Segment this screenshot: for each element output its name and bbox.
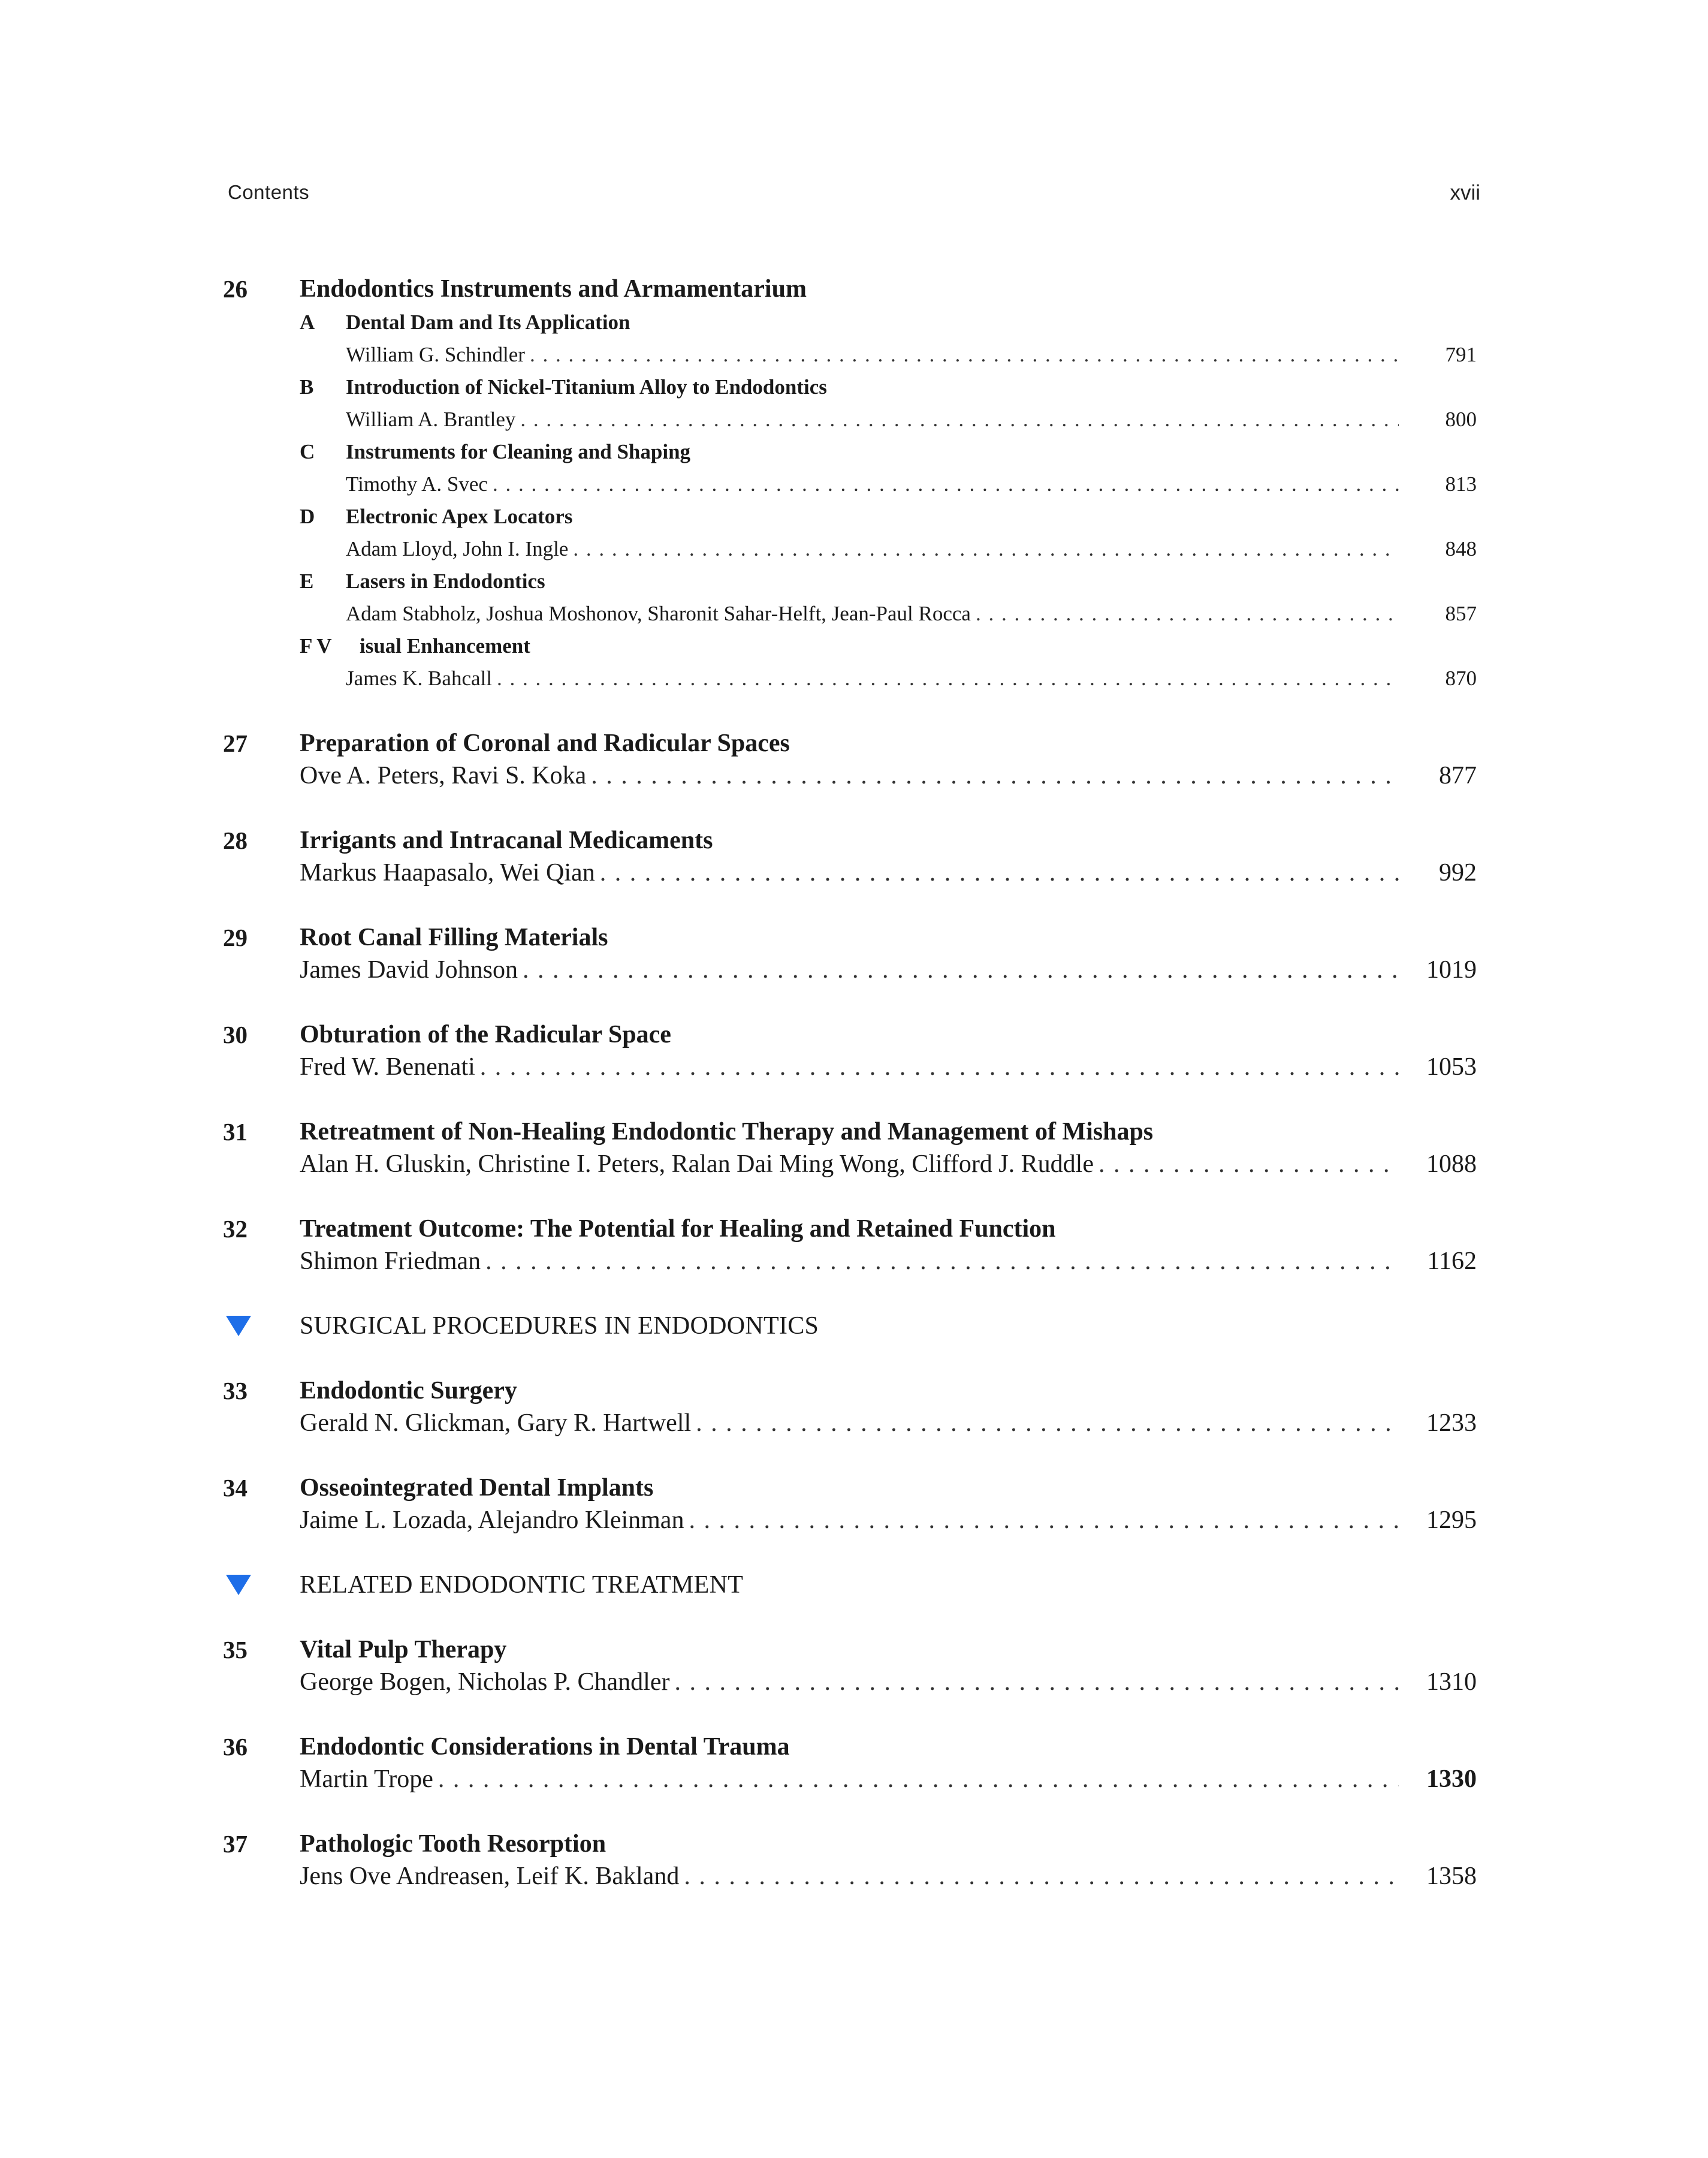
- dot-leader: [480, 1051, 1399, 1083]
- chapter-author-line: [300, 1407, 1477, 1439]
- dot-leader: [520, 403, 1399, 436]
- subsection-authors: Adam Stabholz, Joshua Moshonov, Sharonit Sahar-Helft, Jean-Paul Rocca: [346, 602, 971, 625]
- subsection-letter: F V: [300, 634, 332, 658]
- toc-subsection-b: [300, 371, 1477, 436]
- spacer: [223, 1601, 1477, 1633]
- part-title[interactable]: RELATED ENDODONTIC TREATMENT: [300, 1571, 744, 1599]
- subsection-title[interactable]: Electronic Apex Locators: [346, 505, 573, 528]
- dot-leader: [684, 1860, 1399, 1892]
- chapter-author-line: [300, 1763, 1477, 1795]
- subsection-list: [300, 306, 1477, 695]
- toc-subsection-a: [300, 306, 1477, 371]
- toc-subsection-f: [300, 630, 1477, 695]
- toc-chapter-28: [223, 824, 1477, 889]
- chapter-page[interactable]: 1295: [1426, 1506, 1477, 1534]
- chapter-title[interactable]: Vital Pulp Therapy: [300, 1636, 507, 1663]
- chapter-number: 34: [223, 1474, 248, 1502]
- subsection-author-line: [346, 598, 1477, 630]
- chapter-number: 30: [223, 1021, 248, 1048]
- chapter-author-line: [300, 1504, 1477, 1536]
- chapter-author-line: [300, 759, 1477, 792]
- chapter-author-line: [300, 1860, 1477, 1892]
- chapter-authors: Alan H. Gluskin, Christine I. Peters, Ralan Dai Ming Wong, Clifford J. Ruddle: [300, 1150, 1094, 1178]
- spacer: [223, 1698, 1477, 1731]
- toc-part-related-treatment: [223, 1569, 1477, 1601]
- subsection-page[interactable]: 857: [1445, 602, 1477, 625]
- spacer: [223, 1439, 1477, 1472]
- chapter-number: 27: [223, 730, 248, 757]
- chapter-author-line: [300, 954, 1477, 986]
- chapter-authors: Gerald N. Glickman, Gary R. Hartwell: [300, 1409, 692, 1437]
- dot-leader: [674, 1666, 1399, 1698]
- chapter-page[interactable]: 1233: [1426, 1409, 1477, 1437]
- chapter-author-line: [300, 1051, 1477, 1083]
- dot-leader: [696, 1407, 1399, 1439]
- part-title[interactable]: SURGICAL PROCEDURES IN ENDODONTICS: [300, 1312, 819, 1340]
- subsection-title[interactable]: Dental Dam and Its Application: [346, 311, 630, 334]
- spacer: [223, 889, 1477, 921]
- subsection-author-line: [346, 468, 1477, 501]
- subsection-letter: A: [300, 311, 315, 334]
- dot-leader: [689, 1504, 1399, 1536]
- toc-chapter-31: [223, 1116, 1477, 1180]
- dot-leader: [976, 598, 1399, 630]
- dot-leader: [485, 1245, 1399, 1277]
- chapter-title[interactable]: Obturation of the Radicular Space: [300, 1021, 671, 1048]
- chapter-title[interactable]: Endodontic Surgery: [300, 1377, 517, 1404]
- chapter-number: 28: [223, 827, 248, 854]
- chapter-author-line: [300, 857, 1477, 889]
- subsection-title[interactable]: Introduction of Nickel-Titanium Alloy to Endodontics: [346, 375, 827, 399]
- toc-chapter-33: [223, 1375, 1477, 1439]
- running-head-title: Contents: [228, 181, 310, 203]
- toc-subsection-e: [300, 565, 1477, 630]
- subsection-author-line: [346, 403, 1477, 436]
- chapter-title[interactable]: Irrigants and Intracanal Medicaments: [300, 827, 713, 854]
- chapter-authors: Ove A. Peters, Ravi S. Koka: [300, 762, 587, 789]
- chapter-author-line: [300, 1245, 1477, 1277]
- subsection-authors: James K. Bahcall: [346, 667, 492, 690]
- subsection-letter: D: [300, 505, 315, 528]
- dot-leader: [497, 662, 1399, 695]
- subsection-title[interactable]: Lasers in Endodontics: [346, 569, 545, 593]
- chapter-authors: Jens Ove Andreasen, Leif K. Bakland: [300, 1862, 680, 1890]
- chapter-page[interactable]: 877: [1439, 762, 1477, 789]
- dot-leader: [523, 954, 1399, 986]
- subsection-title[interactable]: isual Enhancement: [360, 634, 530, 658]
- chapter-title[interactable]: Root Canal Filling Materials: [300, 924, 608, 951]
- chapter-author-line: [300, 1148, 1477, 1180]
- toc-subsection-c: [300, 436, 1477, 501]
- toc-chapter-30: [223, 1018, 1477, 1083]
- subsection-page[interactable]: 870: [1445, 667, 1477, 690]
- subsection-authors: Timothy A. Svec: [346, 472, 488, 496]
- chapter-authors: Jaime L. Lozada, Alejandro Kleinman: [300, 1506, 684, 1534]
- chapter-title[interactable]: Endodontics Instruments and Armamentarium: [300, 275, 807, 303]
- subsection-letter: C: [300, 440, 315, 463]
- chapter-number: 31: [223, 1118, 248, 1146]
- spacer: [223, 1277, 1477, 1310]
- dot-leader: [591, 759, 1399, 792]
- chapter-number: 33: [223, 1377, 248, 1404]
- subsection-page[interactable]: 800: [1445, 408, 1477, 431]
- toc-chapter-37: [223, 1828, 1477, 1892]
- chapter-page[interactable]: 1053: [1426, 1053, 1477, 1081]
- toc-subsection-d: [300, 501, 1477, 565]
- subsection-title[interactable]: Instruments for Cleaning and Shaping: [346, 440, 691, 463]
- subsection-author-line: [346, 662, 1477, 695]
- subsection-authors: William G. Schindler: [346, 343, 525, 366]
- dot-leader: [493, 468, 1399, 501]
- chapter-number: 29: [223, 924, 248, 951]
- spacer: [223, 1342, 1477, 1375]
- subsection-page[interactable]: 848: [1445, 537, 1477, 560]
- subsection-authors: William A. Brantley: [346, 408, 516, 431]
- dot-leader: [1099, 1148, 1399, 1180]
- toc-chapter-27: [223, 727, 1477, 792]
- chapter-page[interactable]: 1358: [1426, 1862, 1477, 1890]
- chapter-number: 32: [223, 1215, 248, 1243]
- chapter-page[interactable]: 992: [1439, 859, 1477, 887]
- chapter-number: 37: [223, 1830, 248, 1858]
- spacer: [223, 695, 1477, 727]
- subsection-page[interactable]: 791: [1445, 343, 1477, 366]
- spacer: [223, 792, 1477, 824]
- chapter-page[interactable]: 1162: [1427, 1247, 1477, 1275]
- toc-chapter-35: [223, 1633, 1477, 1698]
- spacer: [223, 1083, 1477, 1116]
- chapter-title[interactable]: Endodontic Considerations in Dental Trauma: [300, 1733, 790, 1761]
- chapter-title[interactable]: Pathologic Tooth Resorption: [300, 1830, 606, 1858]
- chapter-page[interactable]: 1310: [1426, 1668, 1477, 1696]
- chapter-page[interactable]: 1088: [1426, 1150, 1477, 1178]
- subsection-author-line: [346, 533, 1477, 565]
- chapter-title[interactable]: Treatment Outcome: The Potential for Healing and Retained Function: [300, 1215, 1056, 1243]
- toc-chapter-36: [223, 1731, 1477, 1795]
- triangle-down-icon: [226, 1575, 251, 1595]
- subsection-letter: B: [300, 375, 314, 399]
- chapter-authors: Martin Trope: [300, 1765, 433, 1793]
- dot-leader: [600, 857, 1399, 889]
- toc-chapter-34: [223, 1472, 1477, 1536]
- toc-chapter-32: [223, 1213, 1477, 1277]
- dot-leader: [530, 339, 1399, 371]
- chapter-authors: James David Johnson: [300, 956, 518, 984]
- chapter-authors: George Bogen, Nicholas P. Chandler: [300, 1668, 670, 1696]
- subsection-page[interactable]: 813: [1445, 472, 1477, 496]
- chapter-page[interactable]: 1330: [1426, 1765, 1477, 1793]
- chapter-number: 36: [223, 1733, 248, 1761]
- chapter-number: 35: [223, 1636, 248, 1663]
- spacer: [223, 1795, 1477, 1828]
- dot-leader: [438, 1763, 1399, 1795]
- chapter-authors: Markus Haapasalo, Wei Qian: [300, 859, 595, 887]
- chapter-authors: Shimon Friedman: [300, 1247, 481, 1275]
- spacer: [223, 1180, 1477, 1213]
- chapter-title[interactable]: Preparation of Coronal and Radicular Spaces: [300, 730, 790, 757]
- toc-part-surgical-procedures: [223, 1310, 1477, 1342]
- toc-chapter-26: [223, 273, 1477, 695]
- triangle-down-icon: [226, 1316, 251, 1336]
- spacer: [223, 986, 1477, 1018]
- toc-chapter-29: [223, 921, 1477, 986]
- running-head: [228, 181, 1480, 211]
- dot-leader: [573, 533, 1399, 565]
- chapter-title[interactable]: Retreatment of Non-Healing Endodontic Therapy and Management of Mishaps: [300, 1118, 1154, 1146]
- chapter-authors: Fred W. Benenati: [300, 1053, 475, 1081]
- chapter-title[interactable]: Osseointegrated Dental Implants: [300, 1474, 654, 1502]
- table-of-contents: [223, 273, 1477, 1892]
- chapter-author-line: [300, 1666, 1477, 1698]
- subsection-authors: Adam Lloyd, John I. Ingle: [346, 537, 569, 560]
- chapter-number: 26: [223, 275, 248, 303]
- spacer: [223, 1536, 1477, 1569]
- chapter-page[interactable]: 1019: [1426, 956, 1477, 984]
- subsection-letter: E: [300, 569, 314, 593]
- page-number: xvii: [1450, 181, 1480, 204]
- subsection-author-line: [346, 339, 1477, 371]
